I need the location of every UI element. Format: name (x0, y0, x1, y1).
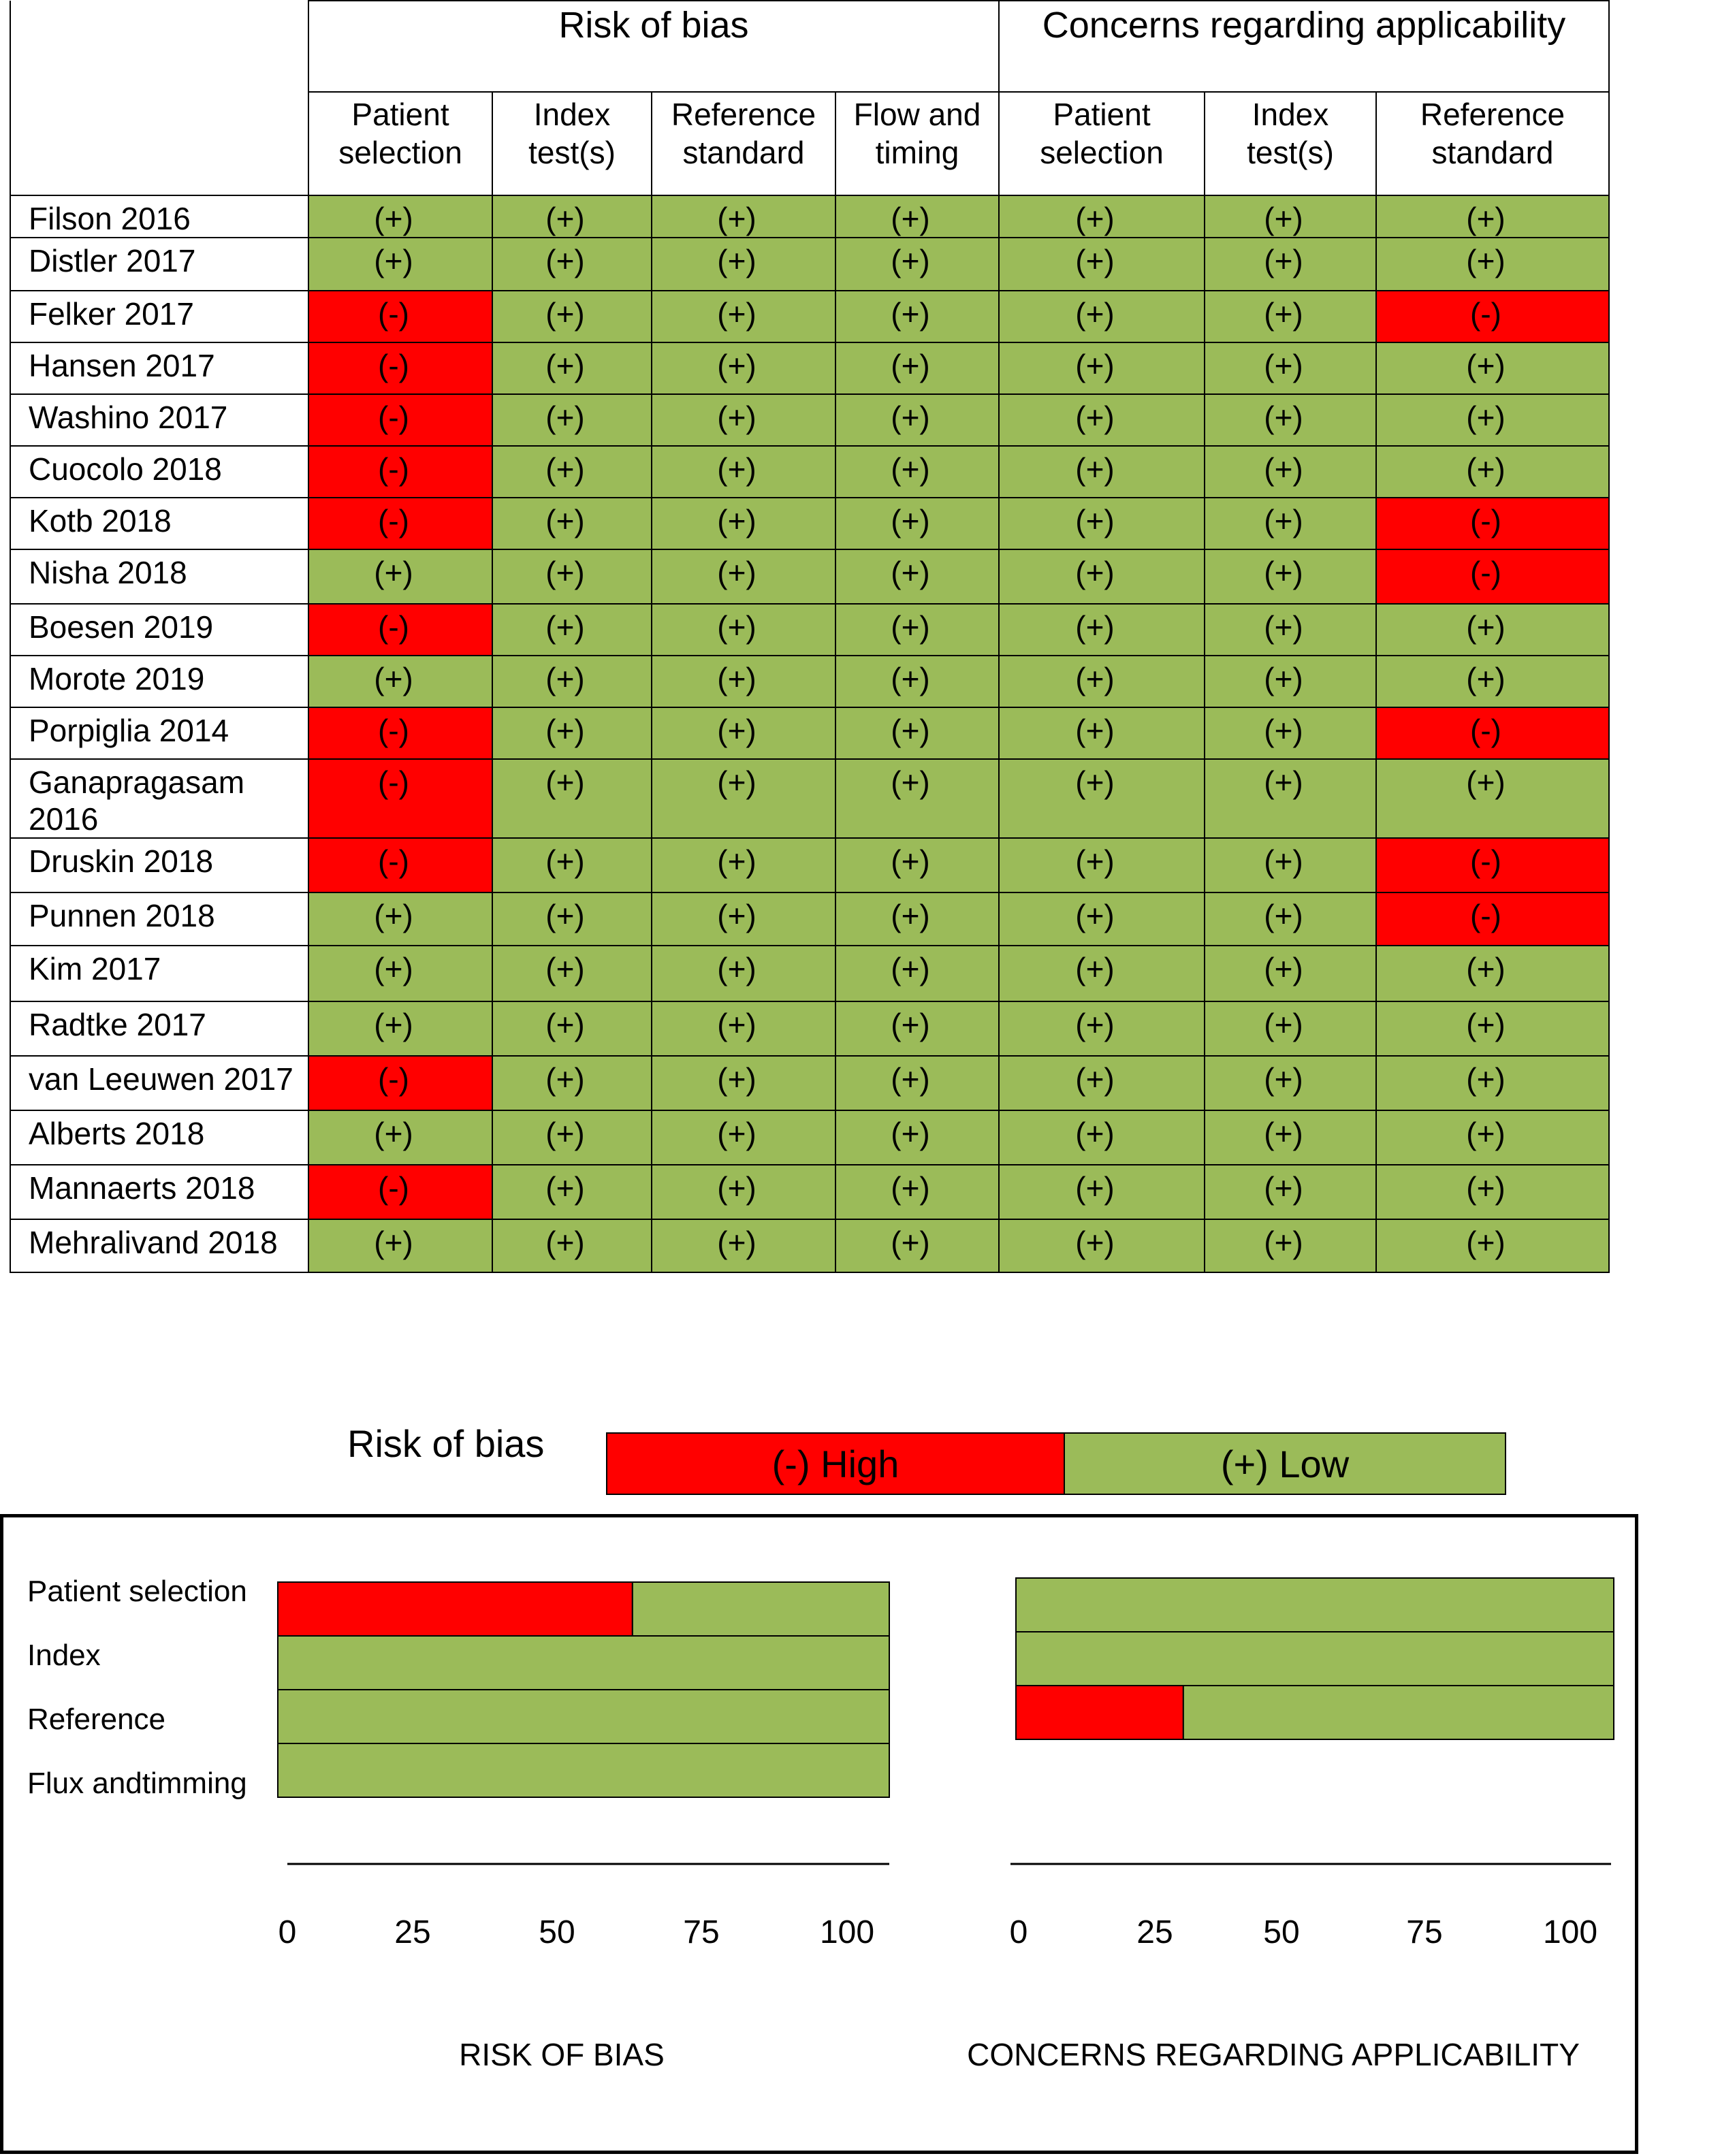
rating-cell: (+) (1205, 1110, 1376, 1165)
column-header-5: Patient selection (999, 92, 1205, 195)
study-name: Ganapragasam 2016 (10, 759, 308, 838)
study-name: Radtke 2017 (10, 1001, 308, 1056)
rating-cell: (+) (492, 759, 652, 838)
rating-cell: (+) (835, 604, 999, 656)
rating-cell: (+) (835, 759, 999, 838)
study-name: Distler 2017 (10, 238, 308, 291)
rating-cell: (+) (492, 238, 652, 291)
rating-cell: (+) (652, 1056, 835, 1110)
study-name: Filson 2016 (10, 195, 308, 238)
rating-cell: (+) (999, 838, 1205, 892)
rating-cell: (-) (1376, 707, 1609, 759)
rating-cell: (+) (1205, 892, 1376, 946)
rating-cell: (+) (308, 1001, 492, 1056)
rating-cell: (-) (308, 707, 492, 759)
rating-cell: (+) (652, 656, 835, 707)
rating-cell: (+) (652, 892, 835, 946)
rating-cell: (-) (1376, 838, 1609, 892)
rating-cell: (+) (835, 946, 999, 1001)
rating-cell: (+) (652, 946, 835, 1001)
rating-cell: (+) (1376, 394, 1609, 446)
study-name: Mannaerts 2018 (10, 1165, 308, 1219)
rating-cell: (+) (999, 446, 1205, 498)
study-name: Kim 2017 (10, 946, 308, 1001)
bar-app-low (1016, 1632, 1614, 1686)
study-name: Mehralivand 2018 (10, 1219, 308, 1272)
study-name: Felker 2017 (10, 291, 308, 342)
rating-cell: (+) (999, 498, 1205, 549)
rating-cell: (+) (835, 838, 999, 892)
rating-cell: (+) (492, 342, 652, 394)
rating-cell: (+) (999, 1110, 1205, 1165)
bar-rob-low (278, 1636, 889, 1690)
rating-cell: (+) (1205, 946, 1376, 1001)
rating-cell: (+) (999, 1056, 1205, 1110)
rating-cell: (-) (308, 838, 492, 892)
rating-cell: (+) (1205, 1165, 1376, 1219)
rating-cell: (+) (1205, 238, 1376, 291)
rating-cell: (+) (999, 342, 1205, 394)
rating-cell: (+) (652, 1165, 835, 1219)
rating-cell: (+) (1205, 498, 1376, 549)
column-header-3: Reference standard (652, 92, 835, 195)
study-name: Washino 2017 (10, 394, 308, 446)
rating-cell: (+) (492, 1056, 652, 1110)
rating-cell: (+) (492, 1165, 652, 1219)
rating-cell: (+) (999, 1165, 1205, 1219)
rating-cell: (+) (835, 342, 999, 394)
rating-cell: (+) (1376, 1165, 1609, 1219)
x-tick-label: 75 (1406, 1914, 1443, 1950)
study-name: van Leeuwen 2017 (10, 1056, 308, 1110)
x-tick-label: 50 (539, 1914, 575, 1950)
rating-cell: (+) (492, 946, 652, 1001)
rating-cell: (+) (1376, 1056, 1609, 1110)
bar-app-high (1016, 1686, 1183, 1739)
rating-cell: (+) (1376, 604, 1609, 656)
rating-cell: (+) (652, 604, 835, 656)
rating-cell: (-) (308, 342, 492, 394)
rating-cell: (+) (999, 394, 1205, 446)
rating-cell: (+) (652, 1219, 835, 1272)
rating-cell: (-) (308, 291, 492, 342)
rating-cell: (+) (835, 1165, 999, 1219)
rating-cell: (+) (492, 604, 652, 656)
applicability-header: Concerns regarding applicability (999, 1, 1609, 92)
x-tick-label: 75 (683, 1914, 720, 1950)
rating-cell: (+) (492, 707, 652, 759)
study-name: Boesen 2019 (10, 604, 308, 656)
x-tick-label: 0 (1009, 1914, 1028, 1950)
rating-cell: (+) (492, 394, 652, 446)
rating-cell: (+) (652, 195, 835, 238)
study-name: Morote 2019 (10, 656, 308, 707)
study-name: Alberts 2018 (10, 1110, 308, 1165)
rating-cell: (+) (999, 892, 1205, 946)
column-header-7: Reference standard (1376, 92, 1609, 195)
rating-cell: (+) (999, 946, 1205, 1001)
column-header-2: Index test(s) (492, 92, 652, 195)
rating-cell: (-) (308, 604, 492, 656)
x-tick-label: 100 (819, 1914, 875, 1950)
rating-cell: (-) (308, 1056, 492, 1110)
bar-app-low (1016, 1578, 1614, 1632)
category-label: Reference (27, 1703, 166, 1736)
study-name: Punnen 2018 (10, 892, 308, 946)
rating-cell: (+) (1205, 549, 1376, 604)
rating-cell: (+) (835, 707, 999, 759)
rating-cell: (+) (835, 498, 999, 549)
rating-cell: (+) (308, 549, 492, 604)
rating-cell: (-) (1376, 498, 1609, 549)
rating-cell: (-) (308, 1165, 492, 1219)
rating-cell: (+) (1205, 604, 1376, 656)
rating-cell: (+) (308, 1219, 492, 1272)
rating-cell: (+) (1376, 656, 1609, 707)
rating-cell: (+) (835, 892, 999, 946)
rating-cell: (+) (999, 238, 1205, 291)
rating-cell: (+) (492, 656, 652, 707)
rating-cell: (+) (492, 291, 652, 342)
rating-cell: (+) (1205, 656, 1376, 707)
study-name: Kotb 2018 (10, 498, 308, 549)
rating-cell: (+) (835, 446, 999, 498)
rating-cell: (+) (1376, 1219, 1609, 1272)
rating-cell: (+) (1205, 195, 1376, 238)
risk-of-bias-header: Risk of bias (308, 1, 999, 92)
rating-cell: (+) (308, 656, 492, 707)
legend-high: (-) High (607, 1434, 1065, 1494)
rating-cell: (+) (492, 892, 652, 946)
rating-cell: (+) (835, 1056, 999, 1110)
chart-title: CONCERNS REGARDING APPLICABILITY (967, 2037, 1580, 2072)
study-name: Porpiglia 2014 (10, 707, 308, 759)
rating-cell: (+) (492, 1110, 652, 1165)
rating-cell: (+) (652, 446, 835, 498)
rating-cell: (+) (999, 759, 1205, 838)
x-tick-label: 100 (1542, 1914, 1598, 1950)
rating-cell: (+) (652, 759, 835, 838)
category-label: Index (27, 1639, 101, 1672)
rating-cell: (+) (1205, 446, 1376, 498)
category-label: Patient selection (27, 1575, 247, 1608)
rating-cell: (+) (652, 291, 835, 342)
rating-cell: (+) (999, 707, 1205, 759)
rating-cell: (-) (308, 446, 492, 498)
chart-title: RISK OF BIAS (459, 2037, 665, 2072)
study-name: Nisha 2018 (10, 549, 308, 604)
rating-cell: (+) (308, 946, 492, 1001)
rating-cell: (+) (999, 291, 1205, 342)
column-header-4: Flow and timing (835, 92, 999, 195)
rating-cell: (+) (492, 1219, 652, 1272)
rating-cell: (+) (1205, 1219, 1376, 1272)
rating-cell: (+) (652, 238, 835, 291)
legend-low: (+) Low (1065, 1434, 1505, 1494)
rating-cell: (+) (492, 446, 652, 498)
rating-cell: (+) (1376, 1001, 1609, 1056)
rating-cell: (+) (1376, 238, 1609, 291)
rating-cell: (+) (835, 195, 999, 238)
rating-cell: (-) (1376, 892, 1609, 946)
rating-cell: (+) (652, 342, 835, 394)
bar-rob-low (278, 1743, 889, 1797)
rating-cell: (+) (1376, 1110, 1609, 1165)
x-tick-label: 50 (1263, 1914, 1300, 1950)
rating-cell: (+) (835, 656, 999, 707)
rating-cell: (+) (652, 549, 835, 604)
bar-app-low (1183, 1686, 1614, 1739)
rating-cell: (-) (308, 759, 492, 838)
rating-cell: (+) (835, 1219, 999, 1272)
x-tick-label: 0 (278, 1914, 297, 1950)
bar-rob-low (633, 1582, 889, 1636)
rating-cell: (+) (492, 549, 652, 604)
rating-cell: (+) (652, 707, 835, 759)
column-header-6: Index test(s) (1205, 92, 1376, 195)
rating-cell: (+) (1376, 446, 1609, 498)
rating-cell: (+) (1205, 707, 1376, 759)
study-name: Druskin 2018 (10, 838, 308, 892)
rating-cell: (+) (652, 498, 835, 549)
x-tick-label: 25 (1136, 1914, 1173, 1950)
rating-cell: (+) (308, 892, 492, 946)
rating-cell: (+) (1205, 342, 1376, 394)
rating-cell: (-) (308, 394, 492, 446)
rating-cell: (+) (835, 238, 999, 291)
rating-cell: (+) (1376, 342, 1609, 394)
rating-cell: (+) (999, 604, 1205, 656)
rating-cell: (+) (1205, 1056, 1376, 1110)
rating-cell: (-) (308, 498, 492, 549)
rating-cell: (+) (652, 1110, 835, 1165)
rating-cell: (+) (999, 549, 1205, 604)
rating-cell: (+) (1205, 1001, 1376, 1056)
rating-cell: (+) (835, 291, 999, 342)
rating-cell: (+) (1376, 946, 1609, 1001)
category-label: Flux andtimming (27, 1767, 247, 1800)
rating-cell: (+) (492, 195, 652, 238)
study-name: Hansen 2017 (10, 342, 308, 394)
rating-cell: (+) (1205, 291, 1376, 342)
rating-cell: (+) (652, 1001, 835, 1056)
rating-cell: (+) (835, 1001, 999, 1056)
rating-cell: (-) (1376, 549, 1609, 604)
rating-cell: (+) (1376, 195, 1609, 238)
x-tick-label: 25 (394, 1914, 431, 1950)
rating-cell: (+) (999, 1219, 1205, 1272)
rating-cell: (+) (835, 1110, 999, 1165)
rating-cell: (+) (1205, 838, 1376, 892)
rating-cell: (-) (1376, 291, 1609, 342)
rating-cell: (+) (652, 838, 835, 892)
rating-cell: (+) (835, 549, 999, 604)
rating-cell: (+) (308, 195, 492, 238)
rating-cell: (+) (1205, 394, 1376, 446)
rating-cell: (+) (1376, 759, 1609, 838)
rating-cell: (+) (308, 1110, 492, 1165)
rating-cell: (+) (492, 838, 652, 892)
bar-rob-low (278, 1690, 889, 1743)
study-name: Cuocolo 2018 (10, 446, 308, 498)
rating-cell: (+) (652, 394, 835, 446)
column-header-1: Patient selection (308, 92, 492, 195)
rating-cell: (+) (308, 238, 492, 291)
rating-cell: (+) (492, 498, 652, 549)
rating-cell: (+) (492, 1001, 652, 1056)
rating-cell: (+) (999, 195, 1205, 238)
bar-rob-high (278, 1582, 633, 1636)
rating-cell: (+) (1205, 759, 1376, 838)
rating-cell: (+) (999, 1001, 1205, 1056)
legend-title: Risk of bias (347, 1422, 545, 1465)
rating-cell: (+) (835, 394, 999, 446)
rating-cell: (+) (999, 656, 1205, 707)
